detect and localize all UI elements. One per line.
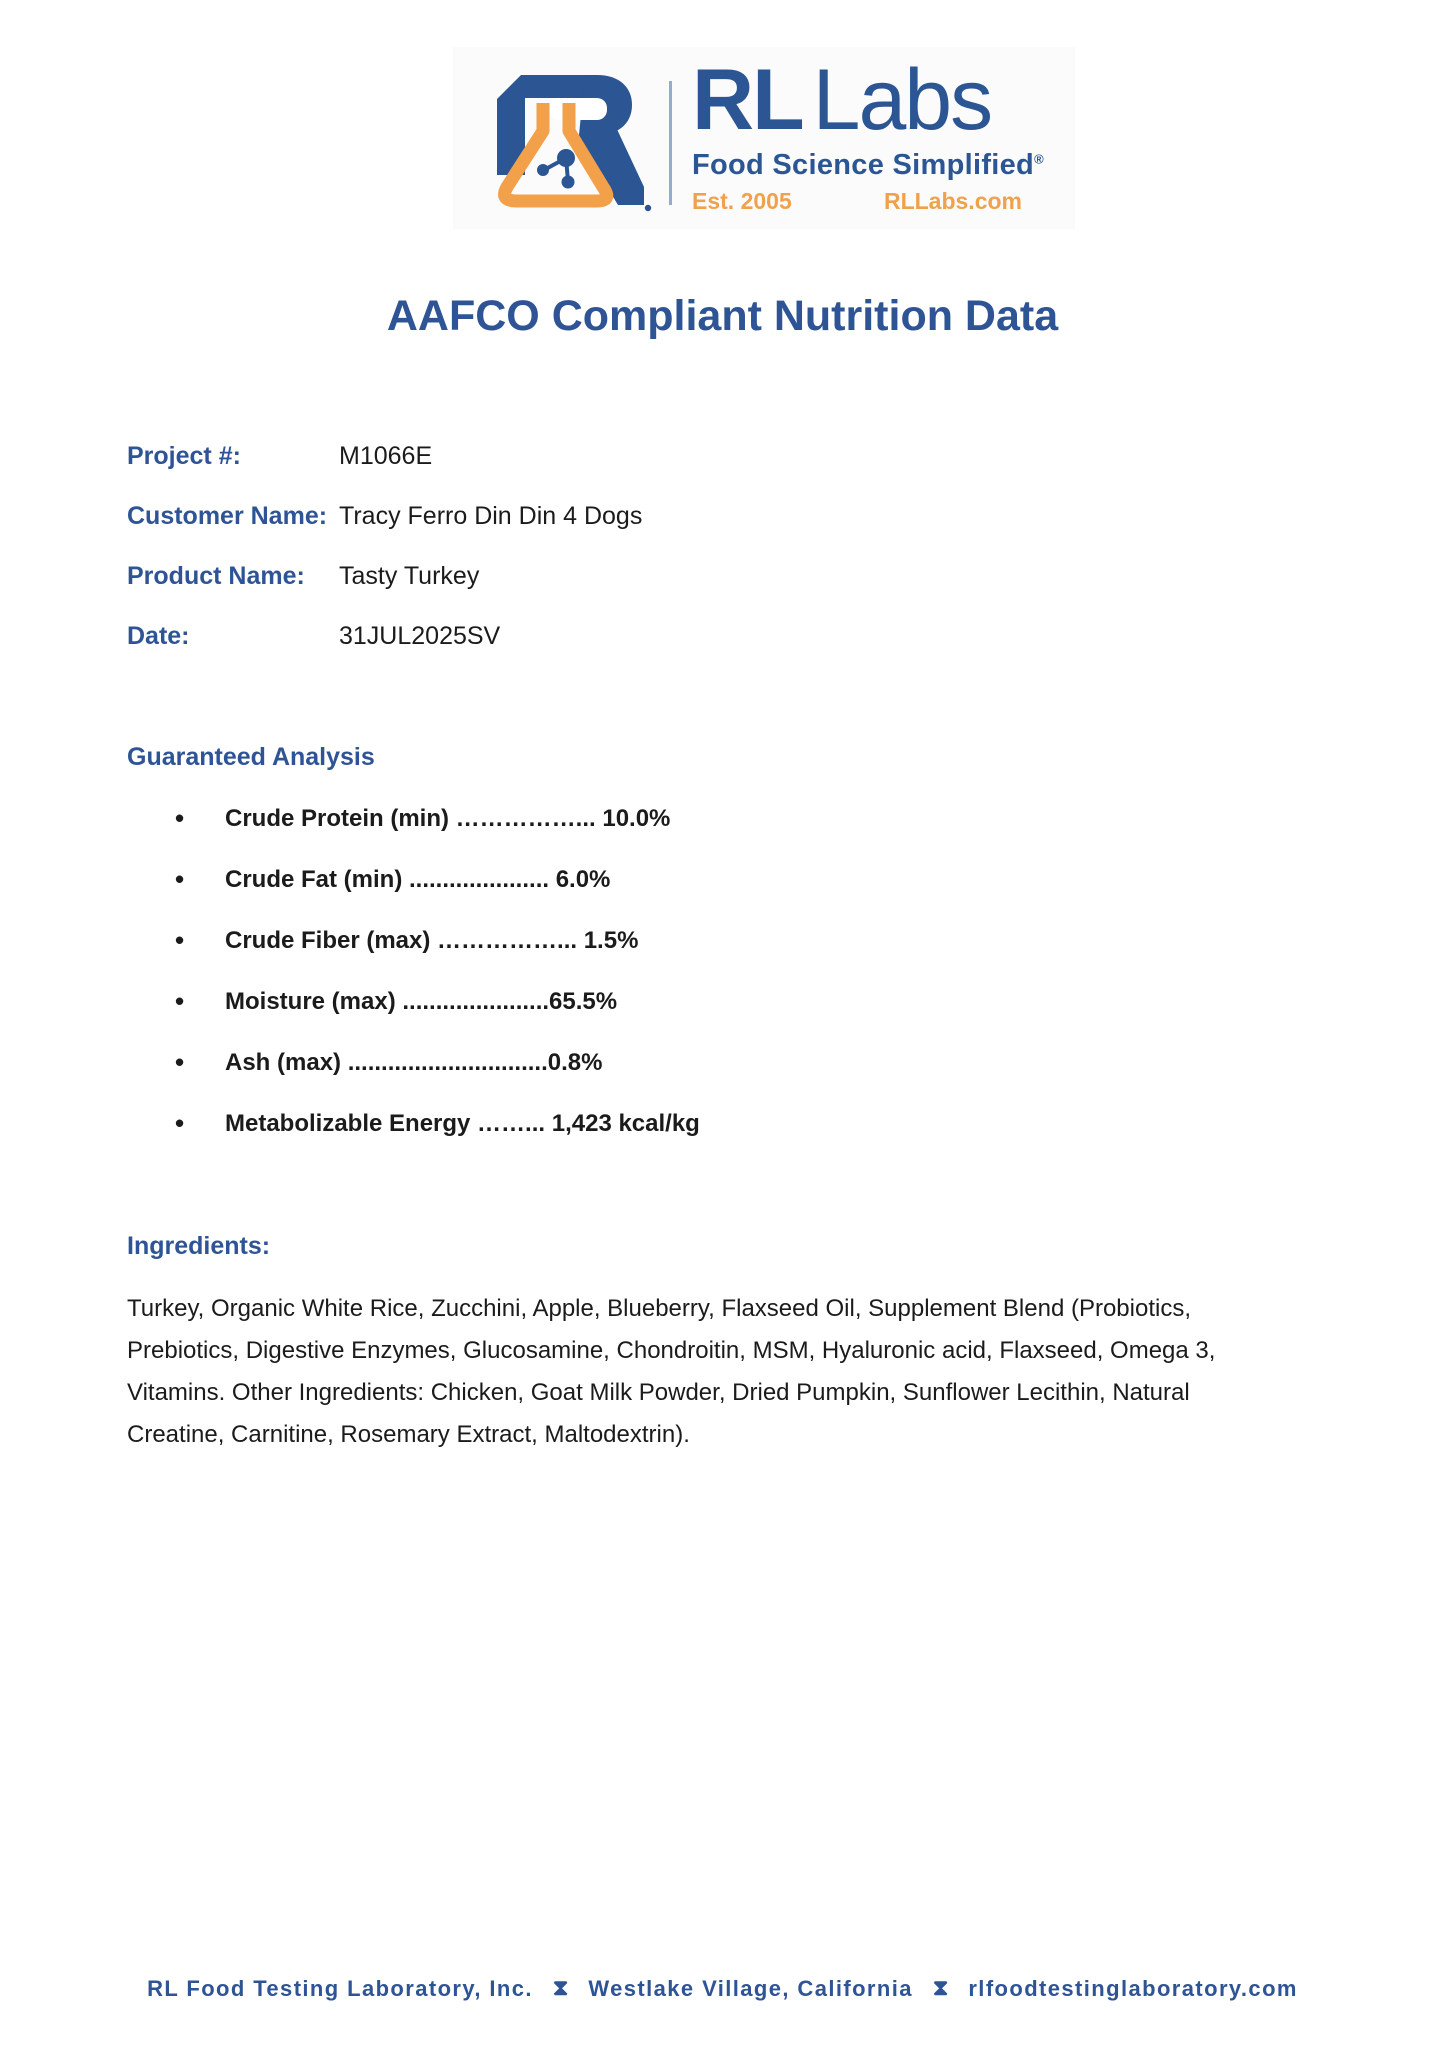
page-title: AAFCO Compliant Nutrition Data xyxy=(386,292,1059,340)
logo-text-block xyxy=(692,52,1050,215)
brand-labs: Labs xyxy=(812,52,992,148)
ga-item-metabolizable-energy: • Metabolizable Energy ……... 1,423 kcal/kg xyxy=(127,1107,700,1140)
footer-location: Westlake Village, California xyxy=(588,1976,913,2001)
ingredients-line: Turkey, Organic White Rice, Zucchini, Apple, Blueberry, Flaxseed Oil, Supplement Blend (Probiotics, xyxy=(127,1295,1192,1322)
ga-item-moisture: • Moisture (max) ......................65.5% xyxy=(127,985,700,1018)
established-text: Est. 2005 xyxy=(692,188,792,214)
rl-labs-logo xyxy=(453,47,1075,229)
guaranteed-analysis-heading: Guaranteed Analysis xyxy=(127,743,375,771)
ingredients-paragraph xyxy=(127,1288,1215,1456)
customer-name-value: Tracy Ferro Din Din 4 Dogs xyxy=(339,502,643,530)
logo-website: RLLabs.com xyxy=(883,188,1022,214)
info-row-customer xyxy=(127,500,642,533)
ingredients-line: Creatine, Carnitine, Rosemary Extract, Maltodextrin). xyxy=(127,1421,690,1448)
product-name-label: Product Name: xyxy=(127,562,305,590)
hourglass-icon: ⧗ xyxy=(932,1976,949,2001)
project-info xyxy=(127,440,642,680)
project-number-value: M1066E xyxy=(339,442,433,470)
info-row-product xyxy=(127,560,642,593)
project-number-label: Project #: xyxy=(127,442,241,470)
ga-item-crude-protein: • Crude Protein (min) ……………... 10.0% xyxy=(127,802,700,835)
logo-divider xyxy=(669,81,672,205)
ingredients-line: Prebiotics, Digestive Enzymes, Glucosamine, Chondroitin, MSM, Hyaluronic acid, Flaxseed, Omega 3, xyxy=(127,1337,1216,1364)
flask-r-logo-icon xyxy=(497,75,657,220)
logo-tagline: Food Science Simplified® xyxy=(692,149,1044,181)
info-row-project xyxy=(127,440,642,473)
hourglass-icon: ⧗ xyxy=(552,1976,569,2001)
info-row-date xyxy=(127,620,642,653)
date-value: 31JUL2025SV xyxy=(339,622,501,650)
ga-item-crude-fiber: • Crude Fiber (max) ……………... 1.5% xyxy=(127,924,700,957)
registered-mark: ® xyxy=(1034,151,1044,167)
brand-name xyxy=(692,52,1050,148)
footer-company: RL Food Testing Laboratory, Inc. xyxy=(147,1976,533,2001)
brand-rl: RL xyxy=(692,52,803,148)
guaranteed-analysis-list xyxy=(127,802,700,1168)
footer-website: rlfoodtestinglaboratory.com xyxy=(968,1976,1298,2001)
page-footer xyxy=(0,1972,1445,2006)
ga-item-ash: • Ash (max) ..............................0.8% xyxy=(127,1046,700,1079)
ingredients-line: Vitamins. Other Ingredients: Chicken, Goat Milk Powder, Dried Pumpkin, Sunflower Lecithin, Natural xyxy=(127,1379,1190,1406)
product-name-value: Tasty Turkey xyxy=(339,562,480,590)
ga-item-crude-fat: • Crude Fat (min) ..................... 6.0% xyxy=(127,863,700,896)
date-label: Date: xyxy=(127,622,190,650)
ingredients-heading: Ingredients: xyxy=(127,1232,271,1260)
customer-name-label: Customer Name: xyxy=(127,502,328,530)
